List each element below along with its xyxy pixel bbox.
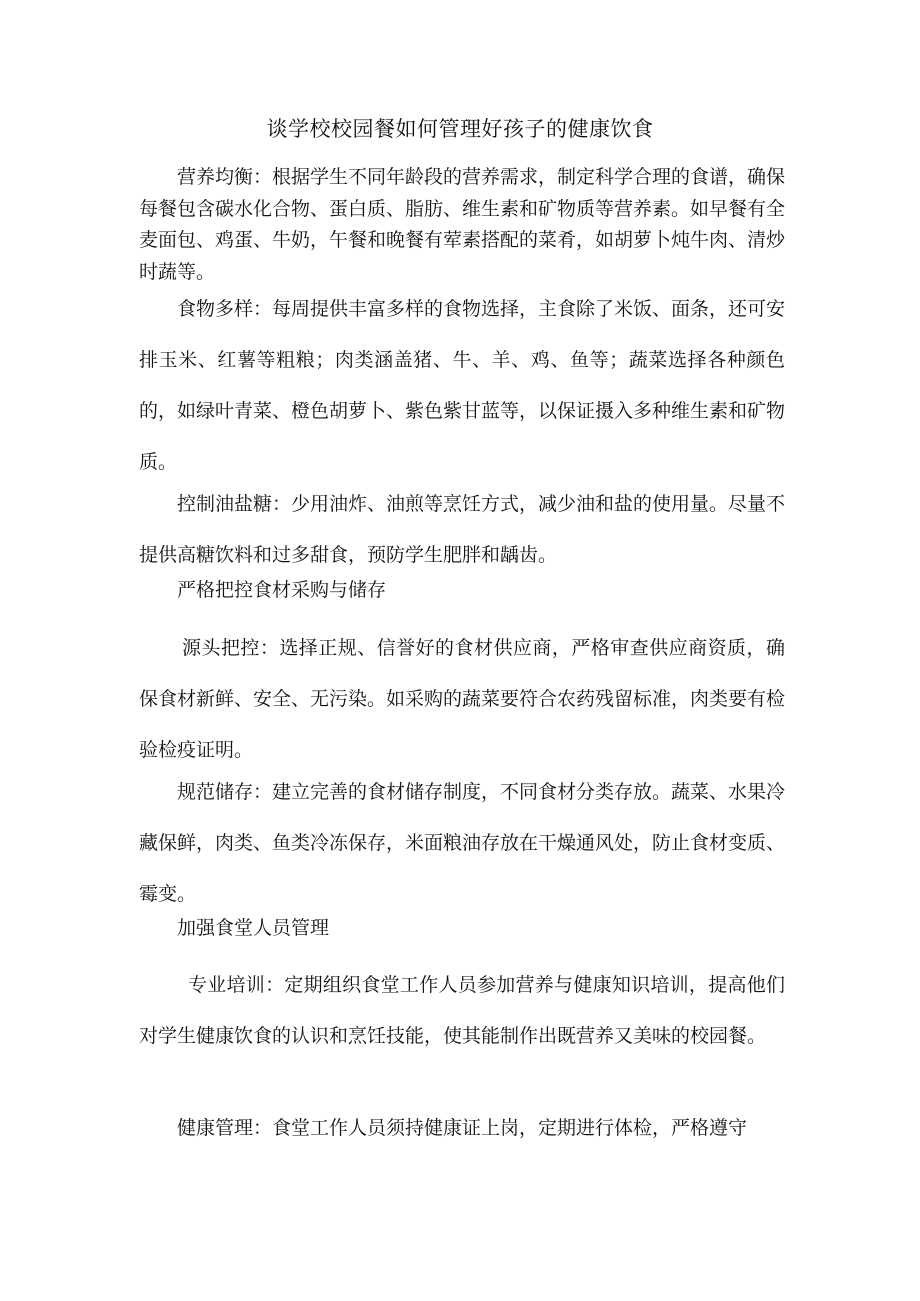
paragraph-nutrition-balance: 营养均衡：根据学生不同年龄段的营养需求，制定科学合理的食谱，确保每餐包含碳水化合物、蛋白质、脂肪、维生素和矿物质等营养素。如早餐有全麦面包、鸡蛋、牛奶，午餐和晚餐有荤素搭配的菜肴，如胡萝卜炖牛肉、清炒时蔬等。 [139,166,786,283]
paragraph-source-control: 源头把控：选择正规、信誉好的食材供应商，严格审查供应商资质，确保食材新鲜、安全、无污染。如采购的蔬菜要符合农药残留标准，肉类要有检验检疫证明。 [139,637,786,761]
section-heading-procurement: 严格把控食材采购与储存 [177,579,387,601]
paragraph-oil-salt-sugar: 控制油盐糖：少用油炸、油煎等烹饪方式，减少油和盐的使用量。尽量不提供高糖饮料和过多甜食，预防学生肥胖和龋齿。 [139,493,786,566]
paragraph-health-management: 健康管理：食堂工作人员须持健康证上岗，定期进行体检，严格遵守 [177,1117,748,1139]
section-heading-staff: 加强食堂人员管理 [177,917,330,939]
paragraph-training: 专业培训：定期组织食堂工作人员参加营养与健康知识培训，提高他们对学生健康饮食的认识和烹饪技能，使其能制作出既营养又美味的校园餐。 [139,974,785,1047]
paragraph-food-variety: 食物多样：每周提供丰富多样的食物选择，主食除了米饭、面条，还可安排玉米、红薯等粗粮；肉类涵盖猪、牛、羊、鸡、鱼等；蔬菜选择各种颜色的，如绿叶青菜、橙色胡萝卜、紫色紫甘蓝等，以保证摄入多种维生素和矿物质。 [139,298,786,473]
paragraph-storage: 规范储存：建立完善的食材储存制度，不同食材分类存放。蔬菜、水果冷藏保鲜，肉类、鱼类冷冻保存，米面粮油存放在干燥通风处，防止食材变质、霉变。 [139,781,786,905]
document-title: 谈学校校园餐如何管理好孩子的健康饮食 [266,117,654,141]
